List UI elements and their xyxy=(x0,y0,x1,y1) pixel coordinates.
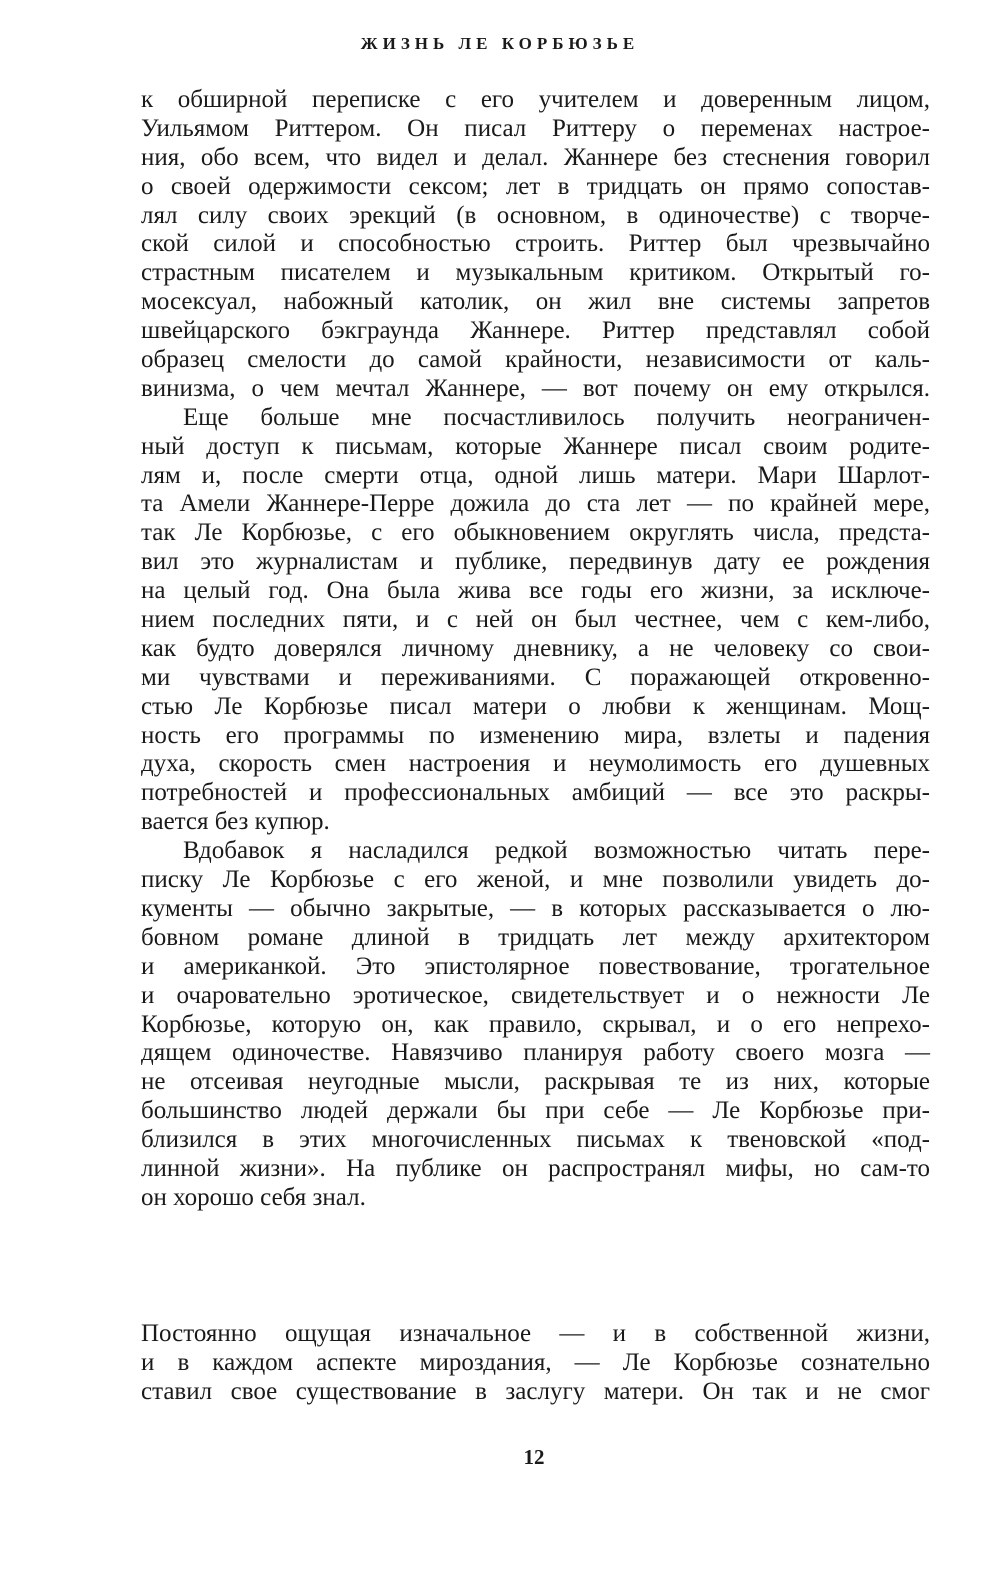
paragraph-3 xyxy=(141,837,930,1213)
text-line: духа, скорость смен настроения и неумолимость его душевных xyxy=(141,750,930,778)
text-line: лял силу своих эрекций (в основном, в одиночестве) с творче- xyxy=(141,201,930,229)
text-line: как будто доверялся личному дневнику, а не человеку со свои- xyxy=(141,634,930,662)
text-line: бовном романе длиной в тридцать лет между архитектором xyxy=(141,923,930,951)
text-line: и очаровательно эротическое, свидетельствует и о нежности Ле xyxy=(141,981,930,1009)
page-number: 12 xyxy=(523,1445,545,1469)
text-line: ми чувствами и переживаниями. С поражающей откровенно- xyxy=(141,663,930,691)
text-line: швейцарского бэкграунда Жаннере. Риттер представлял собой xyxy=(141,317,930,345)
text-line: вается без купюр. xyxy=(141,808,330,836)
text-line: дящем одиночестве. Навязчиво планируя работу своего мозга — xyxy=(141,1039,930,1067)
main-text xyxy=(141,86,930,1213)
text-line: линной жизни». На публике он распространял мифы, но сам-то xyxy=(141,1154,930,1182)
paragraph-2 xyxy=(141,404,930,837)
paragraph-4 xyxy=(141,1320,930,1407)
text-line: лям и, после смерти отца, одной лишь матери. Мари Шарлот- xyxy=(141,461,930,489)
text-line: Вдобавок я насладился редкой возможностью читать пере- xyxy=(183,837,930,865)
text-line: стью Ле Корбюзье писал матери о любви к женщинам. Мощ- xyxy=(141,692,930,720)
paragraph-1 xyxy=(141,86,930,404)
text-line: и в каждом аспекте мироздания, — Ле Корбюзье сознательно xyxy=(141,1348,930,1376)
text-line: та Амели Жаннере-Перре дожила до ста лет — по крайней мере, xyxy=(141,490,930,518)
text-line: страстным писателем и музыкальным критиком. Открытый го- xyxy=(141,259,930,287)
text-line: Еще больше мне посчастливилось получить неограничен- xyxy=(183,403,930,431)
text-line: большинство людей держали бы при себе — Ле Корбюзье при- xyxy=(141,1097,930,1125)
text-line: не отсеивая неугодные мысли, раскрывая те из них, которые xyxy=(141,1068,930,1096)
text-line: и американкой. Это эпистолярное повествование, трогательное xyxy=(141,952,930,980)
text-line: кументы — обычно закрытые, — в которых рассказывается о лю- xyxy=(141,894,930,922)
text-line: писку Ле Корбюзье с его женой, и мне позволили увидеть до- xyxy=(141,866,930,894)
text-line: ность его программы по изменению мира, взлеты и падения xyxy=(141,721,930,749)
text-line: ный доступ к письмам, которые Жаннере писал своим родите- xyxy=(141,432,930,460)
text-line: ставил свое существование в заслугу матери. Он так и не смог xyxy=(141,1377,930,1405)
text-line: он хорошо себя знал. xyxy=(141,1183,366,1211)
text-line: близился в этих многочисленных письмах к твеновской «под- xyxy=(141,1126,930,1154)
text-line: Уильямом Риттером. Он писал Риттеру о переменах настрое- xyxy=(141,114,930,142)
text-line: вил это журналистам и публике, передвинув дату ее рождения xyxy=(141,548,930,576)
text-line: образец смелости до самой крайности, независимости от каль- xyxy=(141,346,930,374)
text-line: Корбюзье, которую он, как правило, скрывал, и о его непрехо- xyxy=(141,1010,930,1038)
text-line: винизма, о чем мечтал Жаннере, — вот почему он ему открылся. xyxy=(141,374,930,402)
section-continuation xyxy=(141,1320,930,1407)
text-line: о своей одержимости сексом; лет в тридцать он прямо сопостав- xyxy=(141,172,930,200)
text-line: Постоянно ощущая изначальное — и в собственной жизни, xyxy=(141,1320,930,1347)
running-head: ЖИЗНЬ ЛЕ КОРБЮЗЬЕ xyxy=(360,34,640,53)
text-line: на целый год. Она была жива все годы его жизни, за исключе- xyxy=(141,577,930,605)
text-line: потребностей и профессиональных амбиций — все это раскры- xyxy=(141,779,930,807)
text-line: ния, обо всем, что видел и делал. Жаннере без стеснения говорил xyxy=(141,143,930,171)
text-line: мосексуал, набожный католик, он жил вне системы запретов xyxy=(141,288,930,316)
text-line: так Ле Корбюзье, с его обыкновением округлять числа, предста- xyxy=(141,519,930,547)
text-line: к обширной переписке с его учителем и доверенным лицом, xyxy=(141,86,930,113)
text-line: ской силой и способностью строить. Риттер был чрезвычайно xyxy=(141,230,930,258)
text-line: нием последних пяти, и с ней он был честнее, чем с кем-либо, xyxy=(141,606,930,634)
